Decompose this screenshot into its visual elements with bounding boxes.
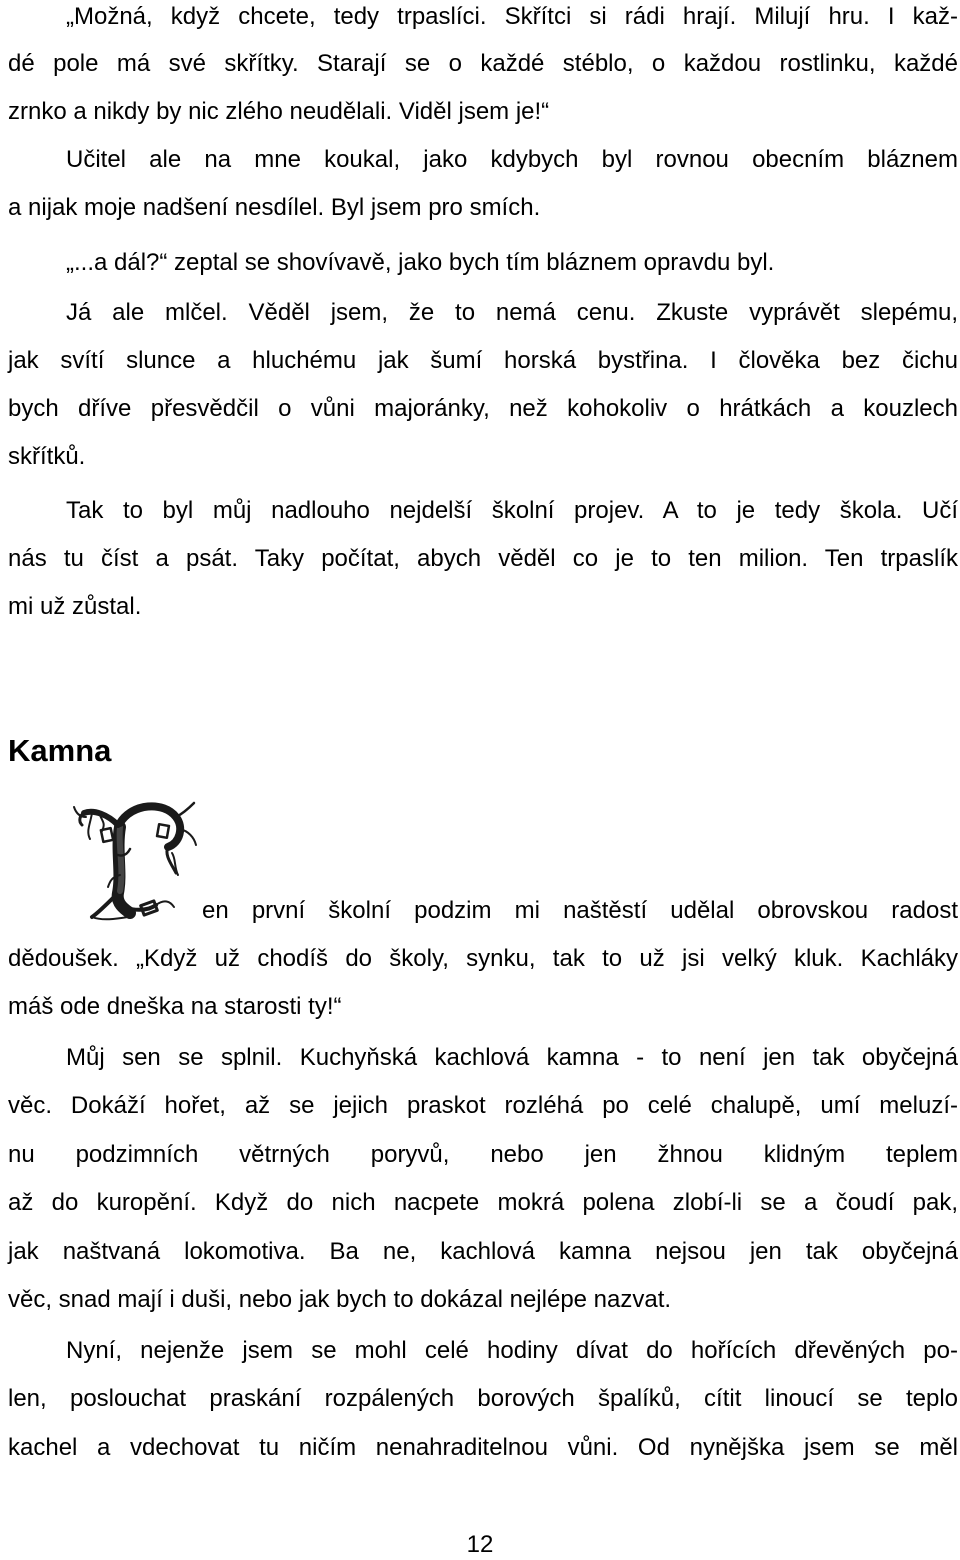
paragraph-line: a nijak moje nadšení nesdílel. Byl jsem pro smích. [8, 194, 541, 221]
dropcap-image [72, 795, 200, 925]
paragraph-line: máš ode dneška na starosti ty!“ [8, 993, 342, 1020]
paragraph-line: mi už zůstal. [8, 593, 142, 620]
paragraph-line: „Možná, když chcete, tedy trpaslíci. Skřítci si rádi hrají. Milují hru. I kaž- [66, 3, 958, 30]
paragraph-line: bych dříve přesvědčil o vůni majoránky, než kohokoliv o hrátkách a kouzlech [8, 395, 958, 422]
paragraph-line: zrnko a nikdy by nic zlého neudělali. Viděl jsem je!“ [8, 98, 550, 125]
paragraph-line: skřítků. [8, 443, 86, 470]
paragraph-line: Nyní, nejenže jsem se mohl celé hodiny dívat do hořících dřevěných po- [66, 1337, 958, 1364]
paragraph-line: kachel a vdechovat tu ničím nenahraditelnou vůni. Od nynějška jsem se měl [8, 1434, 958, 1461]
paragraph-line: en první školní podzim mi naštěstí udělal obrovskou radost [202, 897, 958, 924]
paragraph-line: Můj sen se splnil. Kuchyňská kachlová kamna - to není jen tak obyčejná [66, 1044, 958, 1071]
paragraph-line: len, poslouchat praskání rozpálených borových špalíků, cítit linoucí se teplo [8, 1385, 958, 1412]
paragraph-line: dé pole má své skřítky. Starají se o každé stéblo, o každou rostlinku, každé [8, 50, 958, 77]
section-heading: Kamna [8, 733, 112, 768]
paragraph-line: nu podzimních větrných poryvů, nebo jen žhnou klidným teplem [8, 1141, 958, 1168]
paragraph-line: Učitel ale na mne koukal, jako kdybych byl rovnou obecním bláznem [66, 146, 958, 173]
paragraph-line: věc, snad mají i duši, nebo jak bych to dokázal nejlépe nazvat. [8, 1286, 672, 1313]
paragraph-line: jak svítí slunce a hluchému jak šumí horská bystřina. I člověka bez čichu [8, 347, 958, 374]
paragraph-line: Tak to byl můj nadlouho nejdelší školní projev. A to je tedy škola. Učí [66, 497, 958, 524]
branch-letter-p-icon [72, 795, 200, 925]
paragraph-line: věc. Dokáží hořet, až se jejich praskot rozléhá po celé chalupě, umí meluzí- [8, 1092, 958, 1119]
paragraph-line: až do kuropění. Když do nich nacpete mokrá polena zlobí-li se a čoudí pak, [8, 1189, 958, 1216]
paragraph-line: jak naštvaná lokomotiva. Ba ne, kachlová kamna nejsou jen tak obyčejná [8, 1238, 958, 1265]
page-number: 12 [466, 1531, 494, 1558]
paragraph-line: nás tu číst a psát. Taky počítat, abych věděl co je to ten milion. Ten trpaslík [8, 545, 958, 572]
paragraph-line: dědoušek. „Když už chodíš do školy, synku, tak to už jsi velký kluk. Kachláky [8, 945, 958, 972]
paragraph-line: „...a dál?“ zeptal se shovívavě, jako bych tím bláznem opravdu byl. [66, 249, 775, 276]
paragraph-line: Já ale mlčel. Věděl jsem, že to nemá cenu. Zkuste vyprávět slepému, [66, 299, 958, 326]
